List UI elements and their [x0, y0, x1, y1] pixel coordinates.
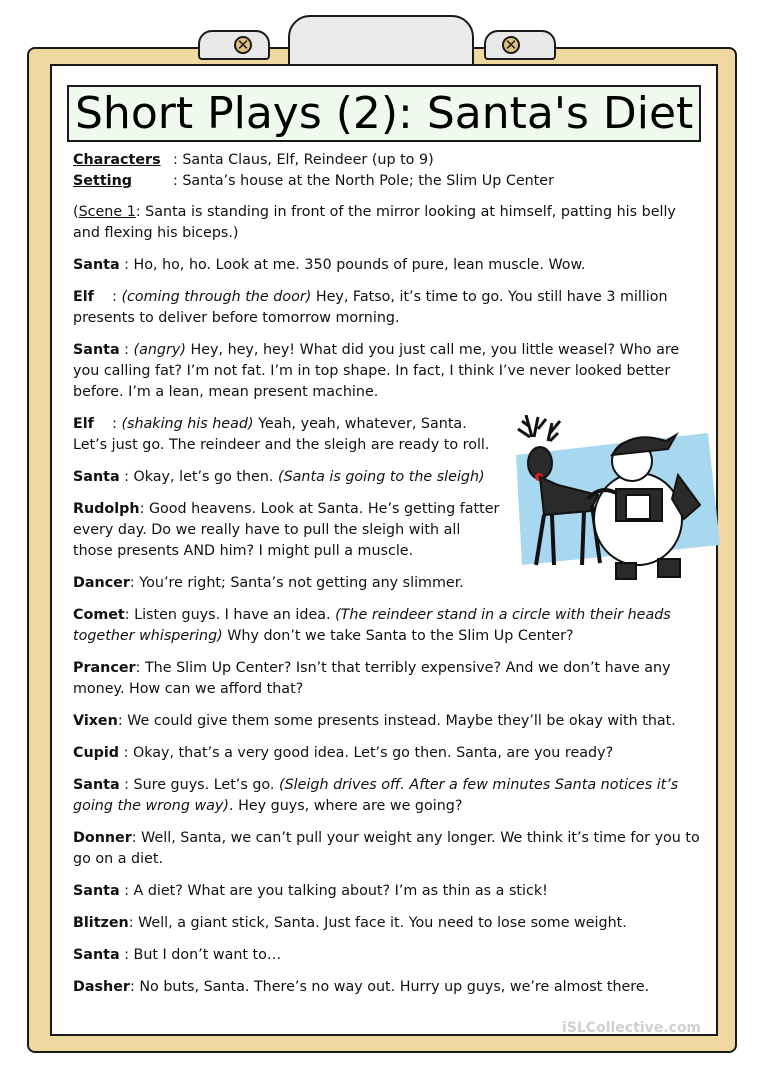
page-title: Short Plays (2): Santa's Diet — [67, 85, 701, 142]
speaker-separator: : — [135, 660, 145, 676]
dialogue-line — [73, 881, 703, 902]
reindeer-santa-illustration — [508, 415, 730, 587]
speaker-separator: : — [119, 777, 134, 793]
dialogue-text: Why don’t we take Santa to the Slim Up Center? — [222, 628, 574, 644]
dialogue-line — [73, 977, 703, 998]
dialogue-line — [73, 711, 703, 732]
speaker-name: Elf — [73, 289, 94, 305]
speaker-name: Santa — [73, 469, 120, 485]
speaker-name: Blitzen — [73, 915, 129, 931]
speaker-separator: : — [124, 607, 135, 623]
screw-icon: ✕ — [234, 36, 252, 54]
speaker-name: Santa — [73, 947, 120, 963]
screw-icon: ✕ — [502, 36, 520, 54]
speaker-separator: : — [129, 575, 140, 591]
characters-label: Characters — [73, 152, 161, 168]
speaker-separator: : — [119, 257, 134, 273]
dialogue-text: Sure guys. Let’s go. — [133, 777, 280, 793]
speaker-separator: : — [119, 883, 134, 899]
dialogue-text: The Slim Up Center? Isn’t that terribly expensive? And we don’t have any money. How can we afford that? — [73, 660, 671, 697]
speaker-name: Prancer — [73, 660, 136, 676]
stage-direction: (angry) — [133, 342, 186, 358]
dialogue-text: You’re right; Santa’s not getting any slimmer. — [139, 575, 464, 591]
dialogue-line — [73, 658, 703, 700]
dialogue-line — [73, 913, 703, 934]
dialogue-line — [73, 945, 703, 966]
dialogue-text: A diet? What are you talking about? I’m as thin as a stick! — [133, 883, 548, 899]
speaker-name: Dasher — [73, 979, 130, 995]
dialogue-line — [73, 743, 703, 764]
speaker-separator: : — [129, 979, 140, 995]
dialogue-text: Good heavens. Look at Santa. He’s getting fatter every day. Do we really have to pull the sleigh with all those presents AND him? I might pull a muscle. — [73, 501, 500, 559]
setting-label: Setting — [73, 173, 132, 189]
speaker-separator: : — [119, 745, 133, 761]
stage-direction: (Sleigh drives off. After a few minutes Santa notices it’s going the wrong way) — [73, 777, 679, 814]
speaker-separator: : — [119, 469, 134, 485]
dialogue-text: Ho, ho, ho. Look at me. 350 pounds of pure, lean muscle. Wow. — [133, 257, 586, 273]
dialogue-line — [73, 287, 703, 329]
dialogue-text: Well, a giant stick, Santa. Just face it. You need to lose some weight. — [138, 915, 627, 931]
dialogue-text: Hey, hey, hey! What did you just call me, you little weasel? Who are you calling fat? I’m not fat. I’m in top shape. In fact, I think I’ve never looked better before. I’m a lean, mean present machine. — [73, 342, 680, 400]
characters-row — [73, 150, 703, 171]
speaker-separator: : — [119, 947, 134, 963]
speaker-name: Rudolph — [73, 501, 140, 517]
dialogue-text: Okay, let’s go then. — [133, 469, 278, 485]
speaker-separator: : — [119, 342, 134, 358]
stage-direction: (shaking his head) — [121, 416, 254, 432]
scene-text: : Santa is standing in front of the mirror looking at himself, patting his belly and flexing his biceps.) — [73, 204, 676, 241]
dialogue-line — [73, 605, 703, 647]
scene-label: Scene 1 — [78, 204, 136, 220]
dialogue-list — [73, 255, 703, 998]
dialogue-text: We could give them some presents instead. Maybe they’ll be okay with that. — [127, 713, 676, 729]
speaker-name: Santa — [73, 257, 120, 273]
stage-direction: (coming through the door) — [121, 289, 312, 305]
speaker-separator: : — [93, 289, 122, 305]
speaker-separator: : — [117, 713, 128, 729]
speaker-name: Vixen — [73, 713, 118, 729]
dialogue-line — [73, 340, 703, 403]
speaker-name: Cupid — [73, 745, 120, 761]
scene-open-paren: ( — [73, 204, 79, 220]
dialogue-text: Yeah, yeah, whatever, Santa. Let’s just go. The reindeer and the sleigh are ready to roll. — [73, 416, 490, 453]
stage-direction: (Santa is going to the sleigh) — [278, 469, 485, 485]
dialogue-text: Well, Santa, we can’t pull your weight any longer. We think it’s time for you to go on a diet. — [73, 830, 700, 867]
stage-direction: (The reindeer stand in a circle with their heads together whispering) — [73, 607, 671, 644]
dialogue-line — [73, 775, 703, 817]
speaker-separator: : — [128, 915, 139, 931]
speaker-name: Santa — [73, 777, 120, 793]
dialogue-line — [73, 467, 503, 488]
dialogue-text: . Hey guys, where are we going? — [228, 798, 463, 814]
speaker-name: Santa — [73, 342, 120, 358]
speaker-name: Dancer — [73, 575, 130, 591]
clip-right-tab — [484, 30, 556, 60]
speaker-separator: : — [139, 501, 149, 517]
dialogue-text: But I don’t want to… — [133, 947, 282, 963]
dialogue-line — [73, 499, 503, 562]
dialogue-text: Hey, Fatso, it’s time to go. You still have 3 million presents to deliver before tomorrow morning. — [73, 289, 668, 326]
scene-direction — [73, 202, 703, 244]
dialogue-line — [73, 255, 703, 276]
dialogue-text: Okay, that’s a very good idea. Let’s go then. Santa, are you ready? — [132, 745, 614, 761]
watermark: iSLCollective.com — [562, 1020, 702, 1036]
speaker-name: Donner — [73, 830, 132, 846]
dialogue-line — [73, 414, 503, 456]
speaker-name: Comet — [73, 607, 125, 623]
setting-value: : Santa’s house at the North Pole; the Slim Up Center — [173, 173, 554, 189]
characters-value: : Santa Claus, Elf, Reindeer (up to 9) — [173, 152, 434, 168]
speaker-name: Santa — [73, 883, 120, 899]
dialogue-line — [73, 828, 703, 870]
speaker-separator: : — [131, 830, 142, 846]
dialogue-text: Listen guys. I have an idea. — [134, 607, 336, 623]
speaker-name: Elf — [73, 416, 94, 432]
speaker-separator: : — [93, 416, 122, 432]
dialogue-text: No buts, Santa. There’s no way out. Hurry up guys, we’re almost there. — [139, 979, 650, 995]
setting-row — [73, 171, 703, 192]
